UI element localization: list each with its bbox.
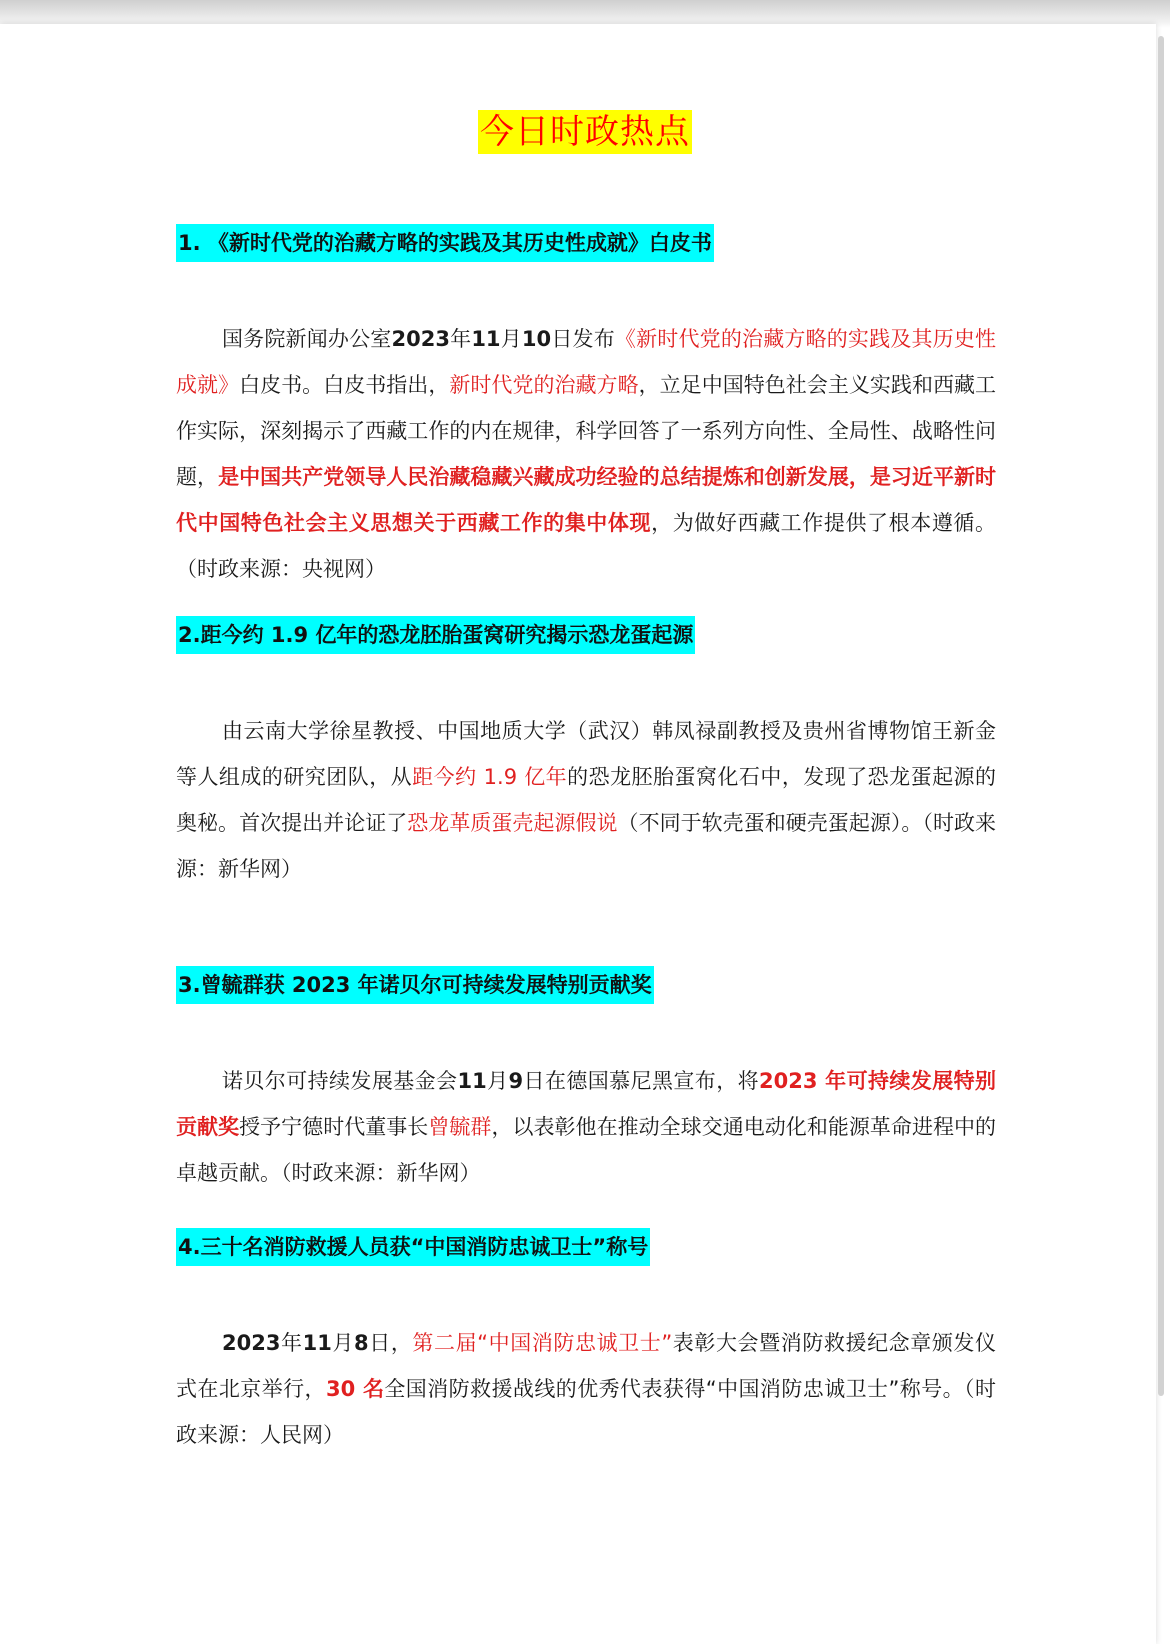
text: 日， bbox=[368, 1331, 413, 1355]
page-title bbox=[0, 104, 1170, 153]
section-4-heading: 4.三十名消防救援人员获“中国消防忠诚卫士”称号 bbox=[176, 1228, 650, 1266]
section-2-heading: 2.距今约 1.9 亿年的恐龙胚胎蛋窝研究揭示恐龙蛋起源 bbox=[176, 616, 695, 654]
highlight-text: 《新时代党的治藏方略的实践及其历史性成就》 bbox=[176, 327, 997, 397]
text: 由云南大学徐星教授、中国地质大学（武汉）韩凤禄副教授及贵州省博物馆王新金等人组成的研究团队，从 bbox=[176, 719, 996, 789]
highlight-text: 距今约 1.9 亿年 bbox=[412, 765, 568, 789]
text: 全国消防救援战线的优秀代表获得“中国消防忠诚卫士”称号。（时政来源：人民网） bbox=[176, 1377, 996, 1447]
text: （不同于软壳蛋和硬壳蛋起源）。（时政来源：新华网） bbox=[176, 811, 997, 881]
highlight-text: 恐龙革质蛋壳起源假说 bbox=[407, 811, 618, 835]
highlight-text: 2023 年可持续发展特别贡献奖 bbox=[176, 1069, 997, 1139]
day-value: 8 bbox=[354, 1331, 369, 1355]
text: 白皮书。白皮书指出， bbox=[239, 373, 450, 397]
text: 年 bbox=[280, 1331, 303, 1355]
text: 月 bbox=[331, 1331, 355, 1355]
highlight-text: 新时代党的治藏方略 bbox=[449, 373, 639, 397]
text: 诺贝尔可持续发展基金会 bbox=[222, 1069, 458, 1093]
text: 授予宁德时代董事长 bbox=[239, 1115, 429, 1139]
text: 的恐龙胚胎蛋窝化石中，发现了恐龙蛋起源的奥秘。首次提出并论证了 bbox=[176, 765, 997, 835]
text: 国务院新闻办公室 bbox=[222, 327, 392, 351]
year-value: 2023 bbox=[391, 327, 450, 351]
text: ，以表彰他在推动全球交通电动化和能源革命进程中的卓越贡献。（时政来源：新华网） bbox=[176, 1115, 997, 1185]
text: 年 bbox=[449, 327, 472, 351]
section-4-paragraph bbox=[176, 1320, 996, 1458]
text: ，为做好西藏工作提供了根本遵循。（时政来源：央视网） bbox=[176, 511, 997, 581]
page-title-text: 今日时政热点 bbox=[480, 112, 690, 152]
section-3-paragraph bbox=[176, 1058, 996, 1196]
highlight-text: 第二届“中国消防忠诚卫士” bbox=[412, 1331, 673, 1355]
day-value: 9 bbox=[508, 1069, 524, 1093]
highlight-text: 30 名 bbox=[325, 1377, 385, 1401]
day-value: 10 bbox=[521, 327, 552, 351]
highlight-text: 是中国共产党领导人民治藏稳藏兴藏成功经验的总结提炼和创新发展，是习近平新时代中国特色社会主义思想关于西藏工作的集中体现 bbox=[176, 465, 997, 535]
year-value: 2023 bbox=[222, 1331, 281, 1355]
text: 月 bbox=[486, 1069, 509, 1093]
month-value: 11 bbox=[457, 1069, 487, 1093]
text: 表彰大会暨消防救援纪念章颁发仪式在北京举行， bbox=[176, 1331, 997, 1401]
month-value: 11 bbox=[302, 1331, 332, 1355]
text: 日在德国慕尼黑宣布，将 bbox=[523, 1069, 760, 1093]
vertical-scrollbar[interactable] bbox=[1158, 36, 1164, 1396]
highlight-text: 曾毓群 bbox=[428, 1115, 492, 1139]
month-value: 11 bbox=[471, 327, 501, 351]
text: ，立足中国特色社会主义实践和西藏工作实际，深刻揭示了西藏工作的内在规律，科学回答了一系列方向性、全局性、战略性问题， bbox=[176, 373, 997, 489]
section-1-heading: 1. 《新时代党的治藏方略的实践及其历史性成就》白皮书 bbox=[176, 224, 714, 262]
section-1-paragraph bbox=[176, 316, 996, 592]
section-3-heading: 3.曾毓群获 2023 年诺贝尔可持续发展特别贡献奖 bbox=[176, 966, 654, 1004]
section-2-paragraph bbox=[176, 708, 996, 892]
text: 月 bbox=[500, 327, 522, 351]
text: 日发布 bbox=[551, 327, 615, 351]
